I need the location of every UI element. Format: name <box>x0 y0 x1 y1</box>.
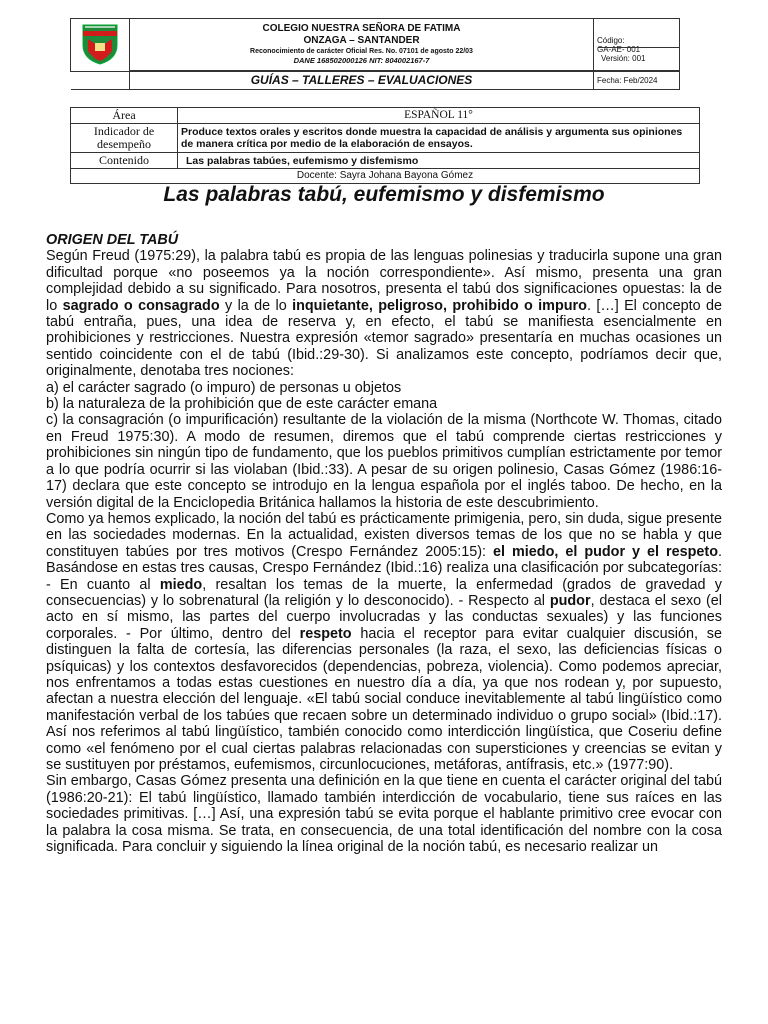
document-header <box>70 18 680 90</box>
date-value: Fecha: Feb/2024 <box>597 76 658 85</box>
school-recognition: Reconocimiento de carácter Oficial Res. No. 07101 de agosto 22/03 <box>250 48 473 55</box>
area-value: ESPAÑOL 11° <box>178 108 700 124</box>
version-value: Versión: 001 <box>601 54 646 63</box>
section-cell <box>130 72 594 90</box>
teacher-name: Docente: Sayra Johana Bayona Gómez <box>71 169 700 184</box>
school-info <box>130 19 594 71</box>
code-value: GA-AE- 001 <box>597 44 641 54</box>
content-label: Contenido <box>71 153 178 169</box>
version-cell <box>597 44 680 70</box>
code-label: Código: <box>597 35 625 45</box>
date-cell <box>594 72 680 90</box>
section-title: GUÍAS – TALLERES – EVALUACIONES <box>250 73 473 87</box>
document-title: Las palabras tabú, eufemismo y disfemismo <box>163 183 605 206</box>
dane-nit: DANE 168502000126 NIT: 804002167-7 <box>293 56 430 65</box>
list-item-c: c) la consagración (o impurificación) resultante de la violación de la misma (Northcote W. Thomas, citado en Freud 1975:30). A modo de resumen, diremos que el tabú comprende ciertas restricciones y prohibiciones sin ningún tipo de fundamento, que los pueblos primitivos cumplían estrictamente por temor a lo que podría ocurrir si las violaban (Ibid.:33). A pesar de su origen polinesio, Casas Gómez (1986:16-17) declara que este concepto se introdujo en la lengua española por el inglés taboo. De hecho, en la versión digital de la Enciclopedia Británica hallamos la historia de este descubrimiento. <box>46 412 722 511</box>
content-value: Las palabras tabúes, eufemismo y disfemismo <box>178 153 700 169</box>
paragraph-3: Sin embargo, Casas Gómez presenta una definición en la que tiene en cuenta el carácter original del tabú (1986:20-21): El tabú lingüístico, llamado también interdicción de vocabulario, tiene sus raíces en las sociedades primitivas. […] Así, una expresión tabú se evita porque el hablante primitivo cree evocar con la palabra la cosa misma. Se trata, en consecuencia, de una total identificación del nombre con la cosa significada. Para concluir y siguiendo la línea original de la noción tabú, es necesario realizar un <box>46 773 722 856</box>
paragraph-2: Como ya hemos explicado, la noción del tabú es prácticamente primigenia, pero, sin duda, sigue presente en las sociedades modernas. En la actualidad, existen diversos temas de los que no se habla y que constituyen tabúes por tres motivos (Crespo Fernández 2005:15): el miedo, el pudor y el respeto. Basándose en estas tres causas, Crespo Fernández (Ibid.:16) realiza una clasificación por subcategorías: - En cuanto al miedo, resaltan los temas de la muerte, la enfermedad (grados de gravedad y consecuencias) y lo sobrenatural (la religión y lo desconocido). - Respecto al pudor, destaca el sexo (el acto en sí mismo, las partes del cuerpo involucradas y las conductas sexuales) y las funciones corporales. - Por último, dentro del respeto hacia el receptor para evitar cualquier discusión, se distinguen la falta de cortesía, las diferencias personales (la raza, el sexo, las deficiencias físicas o psíquicas) y los contextos desfavorecidos (dependencias, pobreza, violencia). Como podemos apreciar, nos enfrentamos a todas estas cuestiones en nuestro día a día, ya que nos rodean y, por supuesto, afectan a nuestra elección del lenguaje. «El tabú social conduce inevitablemente al tabú lingüístico como manifestación verbal de los tabúes que recaen sobre un determinado individuo o grupo social» (Ibid.:17). Así nos referimos al tabú lingüístico, también conocido como interdicción lingüística, que Coseriu define como «el fenómeno por el cual ciertas palabras relacionadas con supersticiones y creencias se evitan y se sustituyen por préstamos, eufemismos, circunlocuciones, metáforas, antífrasis, etc.» (1977:90). <box>46 510 722 773</box>
school-location: ONZAGA – SANTANDER <box>303 35 420 46</box>
area-label: Área <box>71 108 178 124</box>
section-heading: ORIGEN DEL TABÚ <box>46 232 179 248</box>
school-shield-logo <box>80 21 120 65</box>
indicator-value: Produce textos orales y escritos donde muestra la capacidad de análisis y argumenta sus opiniones de manera crítica por medio de la elaboración de ensayos. <box>178 124 700 153</box>
list-item-b: b) la naturaleza de la prohibición que de este carácter emana <box>46 396 438 413</box>
school-logo-cell <box>71 19 130 72</box>
document-body <box>46 232 722 855</box>
indicator-label: Indicador de desempeño <box>71 124 178 153</box>
school-name: COLEGIO NUESTRA SEÑORA DE FATIMA <box>262 23 461 34</box>
paragraph-1: Según Freud (1975:29), la palabra tabú es propia de las lenguas polinesias y traducirla supone una gran dificultad porque «no poseemos ya la noción correspondiente». Así mismo, presenta una gran complejidad debido a su significado. Para nosotros, presenta el tabú dos significaciones opuestas: la de lo sagrado o consagrado y la de lo inquietante, peligroso, prohibido o impuro. […] El concepto de tabú entraña, pues, una idea de reserva y, en efecto, el tabú se manifiesta esencialmente en prohibiciones y restricciones. Nuestra expresión «temor sagrado» presentaría en muchas ocasiones un sentido coincidente con el de tabú (Ibid.:29-30). Si analizamos este concepto, podríamos decir que, originalmente, denotaba tres nociones: <box>46 248 723 380</box>
course-info-table <box>70 107 700 184</box>
list-item-a: a) el carácter sagrado (o impuro) de personas u objetos <box>46 379 402 396</box>
